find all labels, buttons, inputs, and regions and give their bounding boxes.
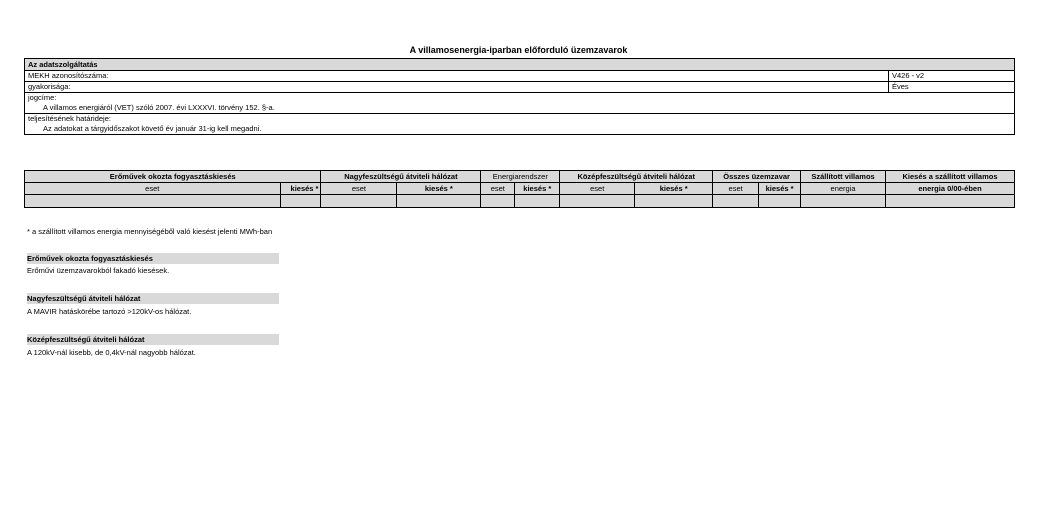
col-loss-ratio-sub: energia 0/00-ében	[886, 183, 1015, 195]
col-eset: eset	[560, 183, 635, 195]
section-heading-medium-voltage: Középfeszültségű átviteli hálózat	[27, 334, 279, 345]
col-eset: eset	[481, 183, 515, 195]
input-cell[interactable]	[560, 195, 635, 208]
col-kieses: kiesés *	[635, 183, 713, 195]
col-eset: eset	[25, 183, 281, 195]
frequency-label: gyakorisága:	[25, 82, 889, 93]
deadline-text: Az adatokat a tárgyidőszakot követő év január 31-ig kell megadni.	[43, 124, 262, 133]
col-kieses: kiesés *	[515, 183, 560, 195]
section-text-high-voltage: A MAVIR hatáskörébe tartozó >120kV-os hálózat.	[27, 307, 192, 316]
col-kieses: kiesés *	[759, 183, 801, 195]
input-cell[interactable]	[886, 195, 1015, 208]
group-medium-voltage: Középfeszültségű átviteli hálózat	[560, 171, 713, 183]
input-cell[interactable]	[25, 195, 281, 208]
data-grid	[24, 170, 1015, 208]
section-text-medium-voltage: A 120kV-nál kisebb, de 0,4kV-nál nagyobb hálózat.	[27, 348, 196, 357]
col-eset: eset	[321, 183, 397, 195]
col-kieses: kiesés *	[397, 183, 481, 195]
section-heading-high-voltage: Nagyfeszültségű átviteli hálózat	[27, 293, 279, 304]
input-cell[interactable]	[759, 195, 801, 208]
group-energy-system: Energiarendszer	[481, 171, 560, 183]
input-cell[interactable]	[321, 195, 397, 208]
info-table	[24, 58, 1015, 135]
col-delivered-energy-sub: energia	[801, 183, 886, 195]
input-cell[interactable]	[801, 195, 886, 208]
frequency-value: Éves	[889, 82, 1015, 93]
legal-label: jogcíme:	[28, 93, 57, 102]
deadline-label: teljesítésének határideje:	[28, 114, 111, 123]
section-text-power-plants: Erőművi üzemzavarokból fakadó kiesések.	[27, 266, 170, 275]
input-cell[interactable]	[515, 195, 560, 208]
section-heading-power-plants: Erőművek okozta fogyasztáskiesés	[27, 253, 279, 264]
mekh-id-label: MEKH azonosítószáma:	[25, 71, 889, 82]
input-cell[interactable]	[481, 195, 515, 208]
group-total-failures: Összes üzemzavar	[713, 171, 801, 183]
group-loss-ratio: Kiesés a szállított villamos	[886, 171, 1015, 183]
input-cell[interactable]	[397, 195, 481, 208]
col-kieses: kiesés *	[280, 183, 321, 195]
footnote: * a szállított villamos energia mennyiségéből való kiesést jelenti MWh-ban	[27, 227, 273, 236]
col-eset: eset	[713, 183, 759, 195]
input-cell[interactable]	[713, 195, 759, 208]
group-power-plants: Erőművek okozta fogyasztáskiesés	[25, 171, 321, 183]
group-delivered-energy: Szállított villamos	[801, 171, 886, 183]
info-header: Az adatszolgáltatás	[25, 59, 1015, 71]
group-high-voltage: Nagyfeszültségű átviteli hálózat	[321, 171, 481, 183]
document-title: A villamosenergia-iparban előforduló üzemzavarok	[409, 45, 628, 55]
input-cell[interactable]	[635, 195, 713, 208]
legal-text: A villamos energiáról (VET) szóló 2007. évi LXXXVI. törvény 152. §-a.	[25, 103, 1015, 114]
input-cell[interactable]	[280, 195, 321, 208]
mekh-id-value: V426 - v2	[889, 71, 1015, 82]
